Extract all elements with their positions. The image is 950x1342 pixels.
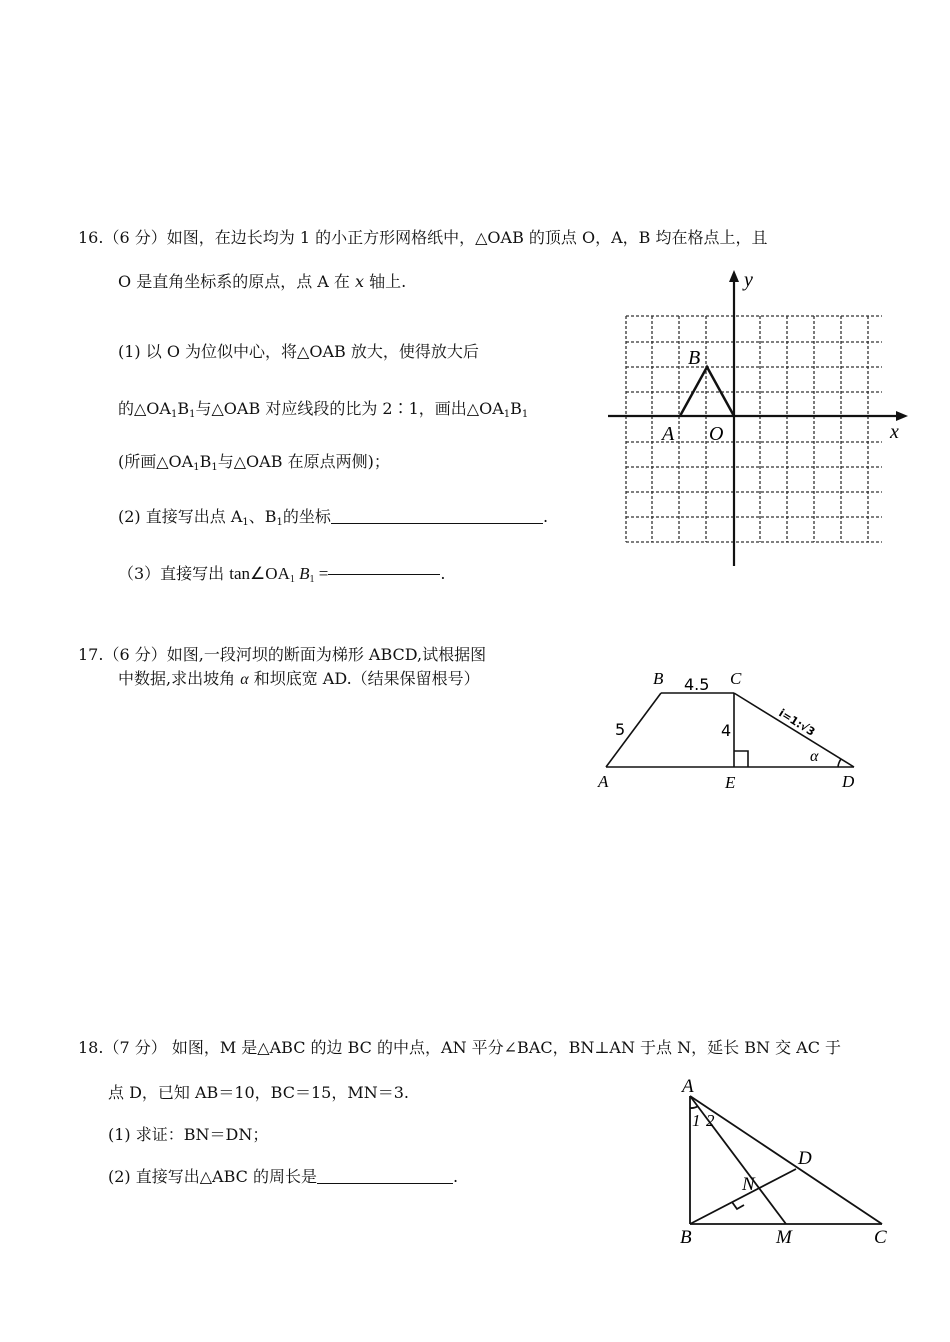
- q16-part3: [118, 564, 445, 590]
- point-A-label: A: [662, 423, 675, 445]
- q16-p3-expr-b: B: [294, 564, 310, 583]
- q16-p1l2-c: 与△OAB 对应线段的比为 2∶1，画出△OA: [195, 399, 504, 418]
- q16-score: （6 分）: [103, 228, 167, 247]
- q16-p1l3-b: B: [199, 452, 212, 471]
- segment-CD: [734, 693, 854, 767]
- label-M: M: [776, 1227, 792, 1248]
- label-N: N: [742, 1174, 755, 1195]
- label-A: A: [682, 1076, 694, 1097]
- label-A: A: [598, 772, 609, 791]
- label-B: B: [653, 669, 664, 688]
- q16-number: 16.: [78, 228, 104, 247]
- q17-line2: [118, 669, 480, 690]
- label-angle-2: 2: [706, 1111, 715, 1130]
- label-angle-1: 1: [692, 1111, 701, 1130]
- q16-p1l3-a: (所画△OA: [118, 452, 194, 471]
- q16-part1-line3: [118, 452, 390, 478]
- q16-p1l3-sub2: 1: [211, 462, 218, 473]
- q16-p2-b: 、B: [248, 507, 277, 526]
- q16-p2-a: (2) 直接写出点 A: [118, 507, 243, 526]
- segment-AM: [690, 1096, 786, 1224]
- q17-trapezoid-figure: [598, 665, 868, 795]
- q16-p3-expr: [229, 564, 328, 583]
- q16-part2: [118, 507, 548, 533]
- q16-part1-line1: (1) 以 O 为位似中心，将△OAB 放大，使得放大后: [118, 342, 479, 361]
- q16-p1l2-a: 的△OA: [118, 399, 171, 418]
- q18-score: （7 分）: [103, 1038, 167, 1057]
- q16-p1l2-sub1: 1: [170, 409, 178, 420]
- q16-p3-expr-a: tan∠OA: [229, 564, 290, 583]
- label-B: B: [680, 1227, 692, 1248]
- q16-p3-label: （3）直接写出: [118, 564, 225, 583]
- q17-text-line2-a: 中数据,求出坡角: [118, 669, 236, 688]
- q17-number: 17.: [78, 645, 104, 664]
- q17-text-line2-b: 和坝底宽 AD.（结果保留根号）: [253, 669, 480, 688]
- y-axis-label: y: [744, 269, 753, 291]
- q17-line1: [78, 645, 486, 665]
- q16-p1l3-sub1: 1: [193, 462, 200, 473]
- q16-line1: [78, 228, 768, 248]
- q17-score: （6 分）: [103, 645, 167, 664]
- point-O-label: O: [709, 423, 724, 445]
- q18-text-line1: 如图，M 是△ABC 的边 BC 的中点，AN 平分∠BAC，BN⊥AN 于点 N，延长 BN 交 AC 于: [171, 1038, 842, 1057]
- q18-line2: 点 D，已知 AB＝10，BC＝15，MN＝3.: [108, 1083, 409, 1102]
- q16-p3-end: .: [440, 564, 446, 583]
- q16-p2-c: 的坐标: [282, 507, 331, 526]
- label-slope-ratio: i=1:√3: [776, 706, 818, 739]
- q16-p1l2-sub4: 1: [521, 409, 529, 420]
- q16-answer-blank-3[interactable]: [328, 573, 440, 575]
- q18-part2: [108, 1167, 458, 1187]
- q18-answer-blank[interactable]: [317, 1169, 453, 1184]
- q16-var-x: x: [355, 272, 365, 291]
- q16-p3-expr-c: =: [314, 564, 329, 583]
- q16-p2-sub2: 1: [276, 517, 283, 528]
- q18-part1: (1) 求证：BN＝DN；: [108, 1125, 269, 1144]
- q16-stem-line2-b: 轴上.: [369, 272, 407, 291]
- q18-triangle-figure: [674, 1072, 904, 1252]
- q18-number: 18.: [78, 1038, 104, 1057]
- q18-p2-a: (2) 直接写出△ABC 的周长是: [108, 1167, 317, 1186]
- label-D: D: [842, 772, 855, 791]
- q16-p1l2-d: B: [510, 399, 522, 418]
- q16-p1l2-sub3: 1: [503, 409, 511, 420]
- y-axis-arrow: [729, 270, 739, 282]
- q16-p3-expr-sub1: 1: [289, 574, 295, 585]
- q16-p1l2-b: B: [177, 399, 190, 418]
- q16-p1l2-sub2: 1: [189, 409, 196, 420]
- label-ab-length: 5: [615, 720, 626, 739]
- q18-p2-end: .: [453, 1167, 459, 1186]
- point-B-label: B: [688, 347, 701, 369]
- label-E: E: [725, 773, 736, 792]
- label-angle-alpha: α: [810, 748, 819, 765]
- q16-part1-line2: [118, 399, 528, 425]
- label-D: D: [798, 1148, 812, 1169]
- q16-p2-sub1: 1: [242, 517, 249, 528]
- q16-answer-blank-2[interactable]: [331, 509, 543, 524]
- right-angle-mark: [734, 751, 748, 767]
- angle-alpha-arc: [838, 759, 841, 767]
- q17-text-line1: 如图,一段河坝的断面为梯形 ABCD,试根据图: [166, 645, 487, 664]
- label-bc-length: 4.5: [684, 675, 710, 694]
- q16-p2-end: .: [542, 507, 549, 526]
- angle-arc-A: [690, 1106, 698, 1108]
- label-C: C: [730, 669, 742, 688]
- q16-p3-expr-sub2: 1: [309, 574, 315, 585]
- label-C: C: [874, 1227, 887, 1248]
- q18-line1: [78, 1038, 841, 1058]
- x-axis-label: x: [890, 421, 899, 443]
- segment-AC: [690, 1096, 882, 1224]
- x-axis-arrow: [896, 411, 908, 421]
- q16-stem-line2-a: O 是直角坐标系的原点，点 A 在: [118, 272, 350, 291]
- right-angle-mark-N: [732, 1202, 744, 1209]
- q16-line2: [118, 272, 406, 292]
- q16-stem-line1: 如图，在边长均为 1 的小正方形网格纸中，△OAB 的顶点 O，A，B 均在格点上，且: [166, 228, 768, 247]
- label-ce-length: 4: [721, 721, 732, 740]
- q17-var-alpha: α: [240, 671, 249, 688]
- q16-p1l3-c: 与△OAB 在原点两侧)；: [217, 452, 390, 471]
- q16-grid-figure: [606, 268, 908, 568]
